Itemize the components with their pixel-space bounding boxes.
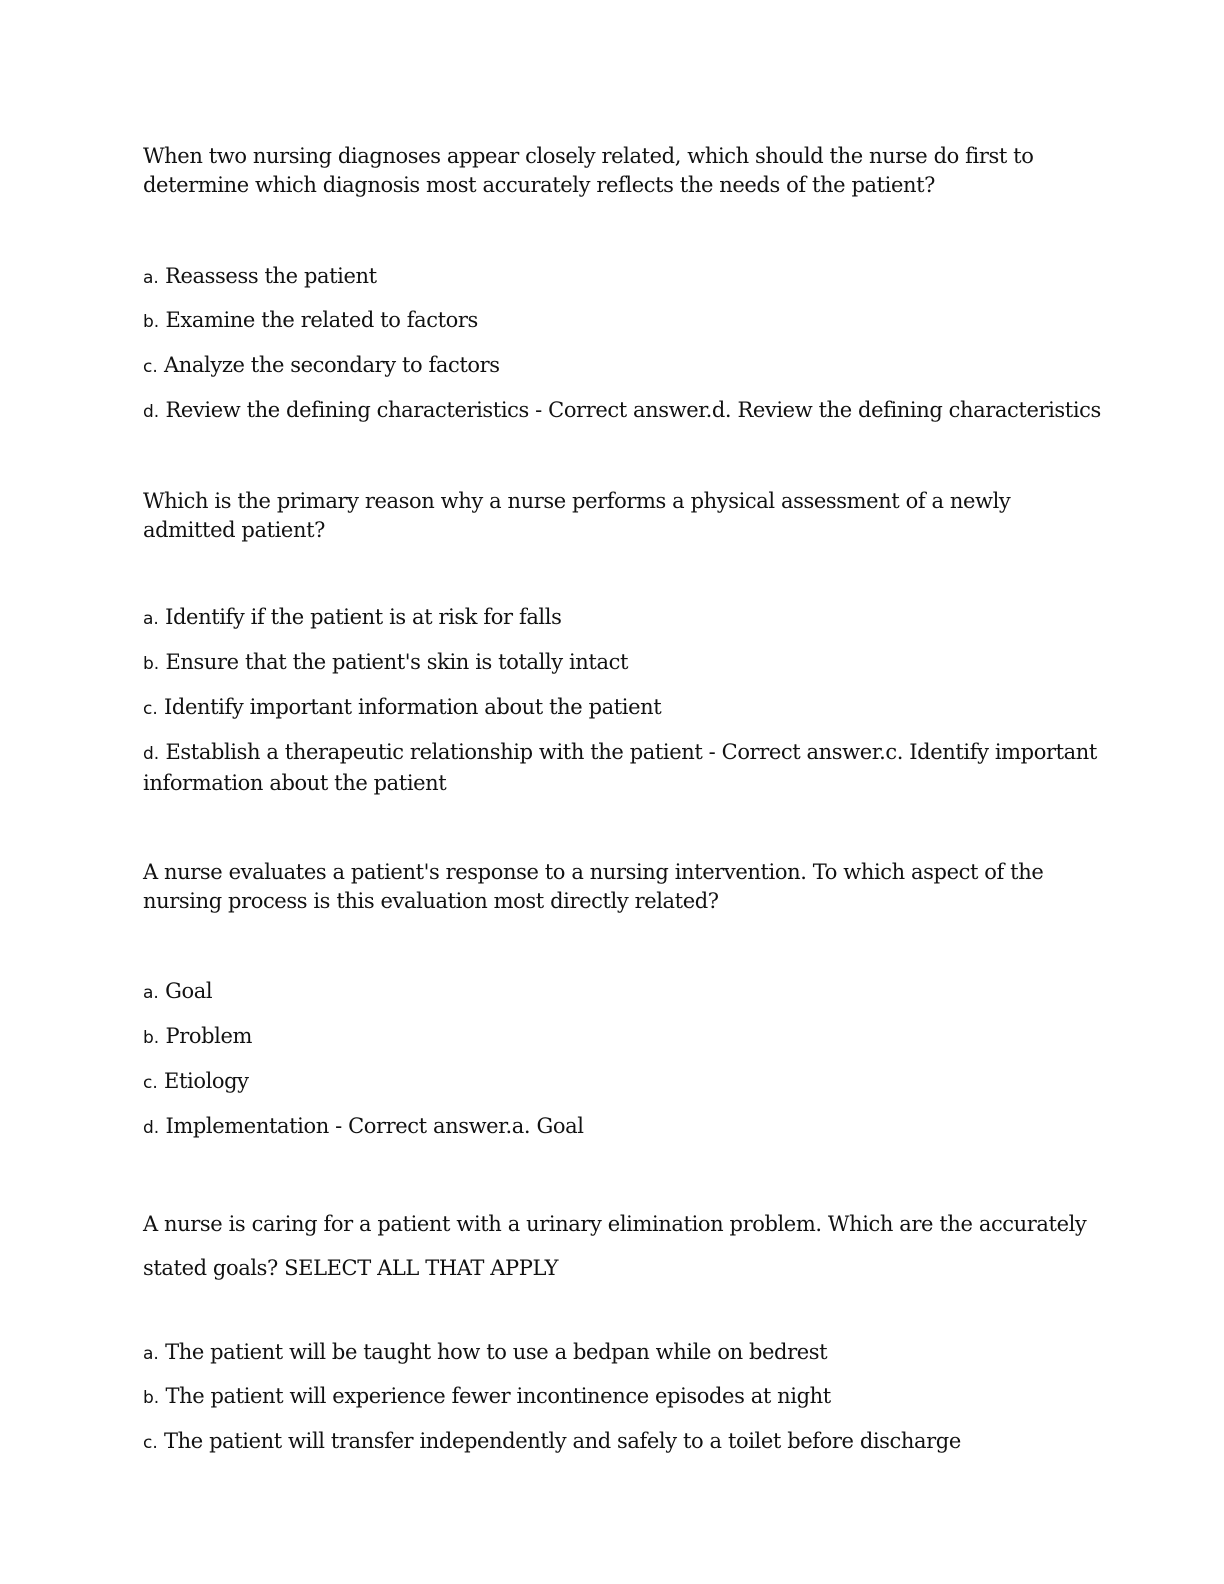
option-letter: b. xyxy=(143,1028,160,1048)
option-letter: a. xyxy=(143,268,159,288)
option-letter: b. xyxy=(143,1388,160,1408)
option-letter: b. xyxy=(143,654,160,674)
option-text: The patient will experience fewer incontinence episodes at night xyxy=(159,1384,831,1408)
option-text: Identify if the patient is at risk for falls xyxy=(158,605,562,629)
option-text: Goal xyxy=(158,979,213,1003)
question-1-stem: When two nursing diagnoses appear closely related, which should the nurse do first to determine which diagnosis most accurately reflects the needs of the patient? xyxy=(143,144,1034,197)
option-letter: d. xyxy=(143,402,160,422)
option-letter: a. xyxy=(143,609,159,629)
option-letter: b. xyxy=(143,312,160,332)
question-1-option-d xyxy=(143,396,1143,427)
question-1-option-c xyxy=(143,351,1143,382)
option-text: Problem xyxy=(159,1024,252,1048)
question-3-option-d xyxy=(143,1112,1143,1143)
option-letter: c. xyxy=(143,357,158,377)
question-3-option-b xyxy=(143,1022,1143,1053)
option-letter: d. xyxy=(143,744,160,764)
option-text: The patient will be taught how to use a bedpan while on bedrest xyxy=(158,1340,828,1364)
question-1-option-b xyxy=(143,306,1143,337)
option-letter: c. xyxy=(143,699,158,719)
question-3-stem: A nurse evaluates a patient's response to a nursing intervention. To which aspect of the nursing process is this evaluation most directly related? xyxy=(143,860,1044,913)
option-text: Ensure that the patient's skin is totally intact xyxy=(159,650,628,674)
option-text: Analyze the secondary to factors xyxy=(157,353,500,377)
option-text: Implementation - Correct answer.a. Goal xyxy=(159,1114,584,1138)
option-text: Reassess the patient xyxy=(158,264,377,288)
question-2-stem: Which is the primary reason why a nurse performs a physical assessment of a newly admitted patient? xyxy=(143,489,1011,542)
question-2-option-b xyxy=(143,648,1143,679)
option-text: Establish a therapeutic relationship with the patient - Correct answer.c. Identify important information about the patient xyxy=(143,740,1097,795)
option-letter: a. xyxy=(143,1344,159,1364)
question-4-option-c xyxy=(143,1427,1143,1458)
option-letter: a. xyxy=(143,983,159,1003)
option-text: Etiology xyxy=(157,1069,249,1093)
question-2-option-d xyxy=(143,738,1103,798)
question-1-option-a xyxy=(143,262,1143,293)
question-2-option-a xyxy=(143,603,1143,634)
option-text: Identify important information about the patient xyxy=(157,695,662,719)
question-3-option-c xyxy=(143,1067,1143,1098)
option-letter: d. xyxy=(143,1118,160,1138)
option-text: The patient will transfer independently and safely to a toilet before discharge xyxy=(157,1429,961,1453)
option-text: Examine the related to factors xyxy=(159,308,478,332)
question-2-option-c xyxy=(143,693,1143,724)
option-letter: c. xyxy=(143,1073,158,1093)
option-text: Review the defining characteristics - Correct answer.d. Review the defining characteristics xyxy=(159,398,1101,422)
question-3-option-a xyxy=(143,977,1143,1008)
question-4-option-b xyxy=(143,1382,1143,1413)
question-4-stem: A nurse is caring for a patient with a urinary elimination problem. Which are the accurately stated goals? SELECT ALL THAT APPLY xyxy=(143,1212,1087,1280)
option-letter: c. xyxy=(143,1433,158,1453)
question-4-option-a xyxy=(143,1338,1143,1369)
